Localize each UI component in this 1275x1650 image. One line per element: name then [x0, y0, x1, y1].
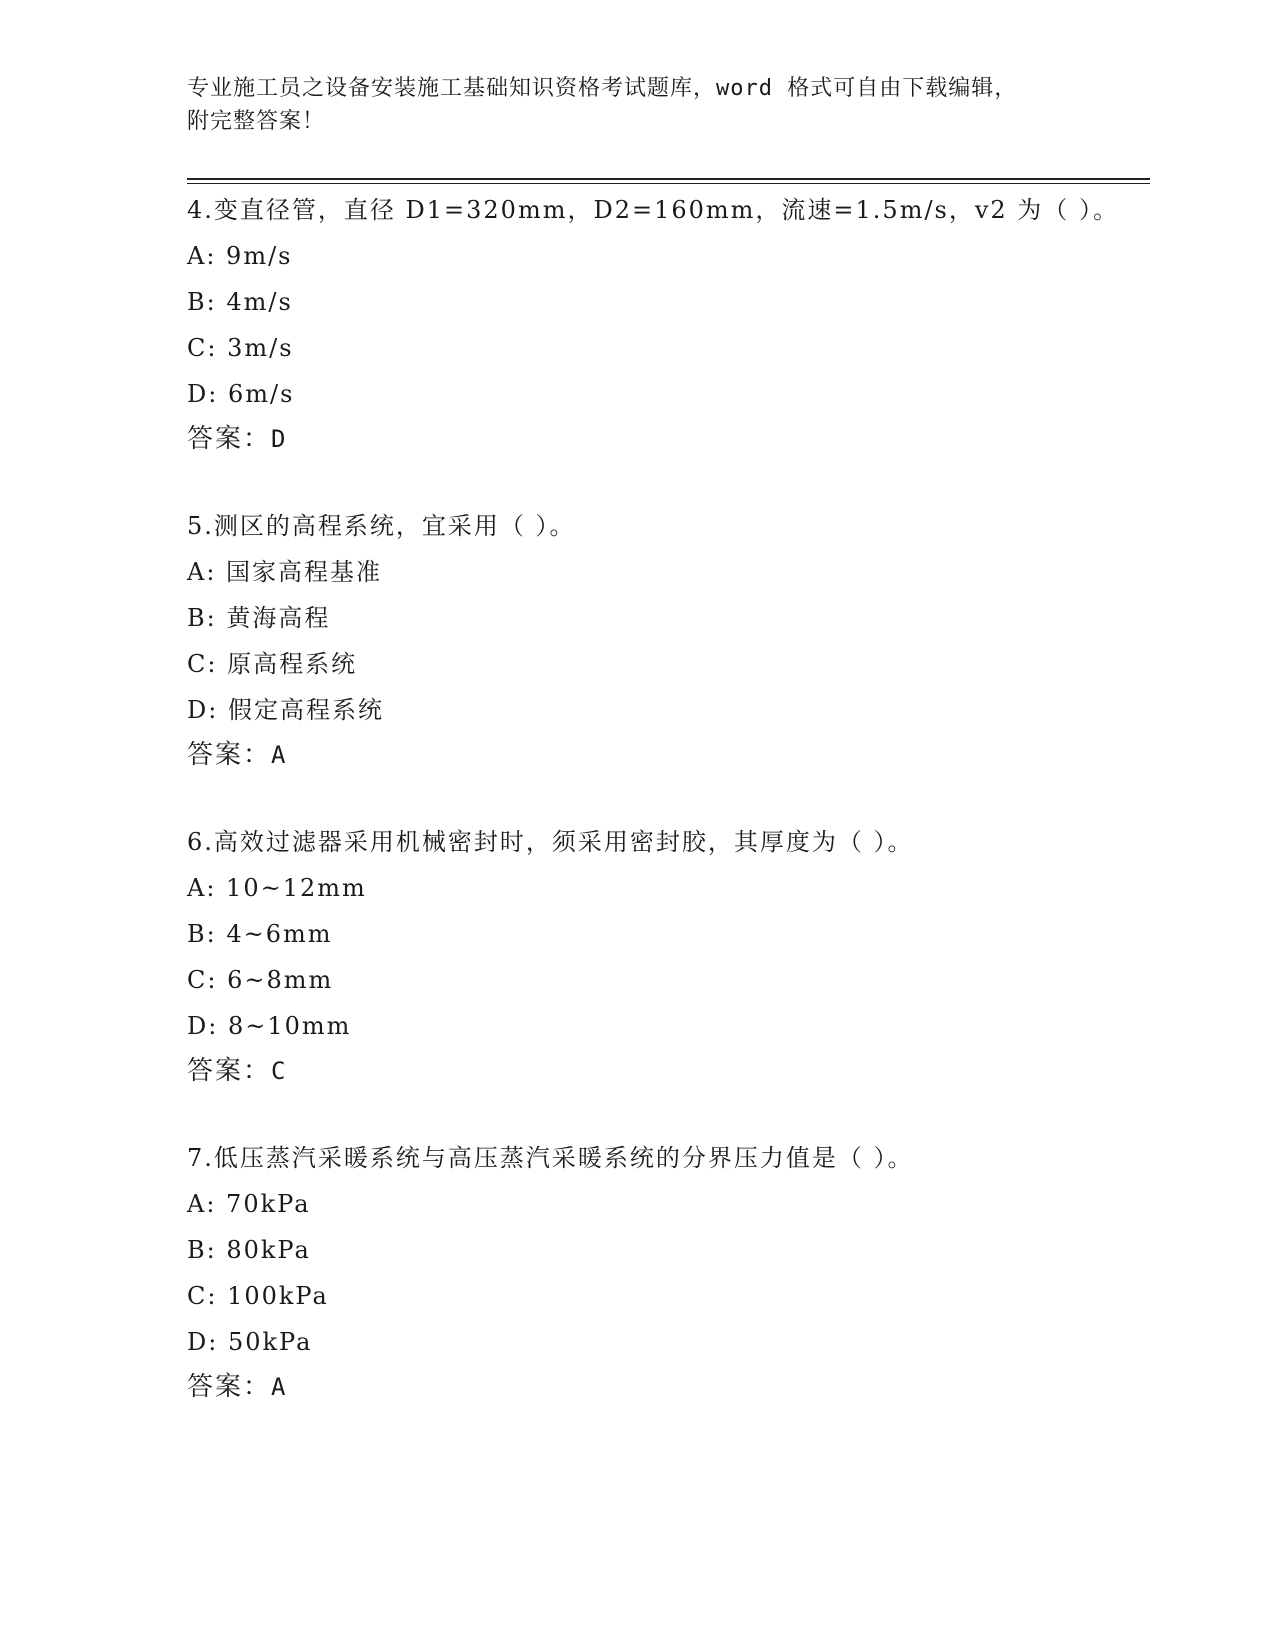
option-b: B: 80kPa	[187, 1236, 311, 1264]
question-block	[187, 510, 1147, 771]
option-c: C: 3m/s	[187, 334, 294, 362]
option-b: B: 4m/s	[187, 288, 293, 316]
option-a: A: 10~12mm	[187, 874, 367, 902]
question-block	[187, 826, 1147, 1087]
answer-line	[187, 739, 1147, 771]
answer-value: D	[271, 425, 288, 453]
question-block	[187, 194, 1147, 455]
answer-label: 答案：	[187, 1372, 272, 1402]
document-header	[187, 72, 1087, 138]
answer-label: 答案：	[187, 424, 272, 454]
option-d: D: 50kPa	[187, 1328, 313, 1356]
answer-line	[187, 423, 1147, 455]
option-d: D: 假定高程系统	[187, 696, 384, 724]
question-stem: 7.低压蒸汽采暖系统与高压蒸汽采暖系统的分界压力值是（ ）。	[187, 1144, 914, 1172]
answer-label: 答案：	[187, 740, 272, 770]
header-line-1: 专业施工员之设备安装施工基础知识资格考试题库，word 格式可自由下载编辑，	[187, 76, 1018, 101]
option-c: C: 原高程系统	[187, 650, 358, 678]
header-divider-thick	[187, 178, 1150, 180]
header-line-2: 附完整答案！	[187, 109, 326, 134]
option-a: A: 70kPa	[187, 1190, 311, 1218]
header-divider-thin	[187, 183, 1150, 184]
option-a: A: 国家高程基准	[187, 558, 383, 586]
option-b: B: 黄海高程	[187, 604, 331, 632]
option-c: C: 6~8mm	[187, 966, 334, 994]
answer-value: A	[271, 741, 288, 769]
option-b: B: 4~6mm	[187, 920, 333, 948]
question-stem: 5.测区的高程系统，宜采用（ ）。	[187, 512, 576, 540]
question-block	[187, 1142, 1147, 1403]
answer-value: A	[271, 1373, 288, 1401]
answer-value: C	[271, 1057, 288, 1085]
option-a: A: 9m/s	[187, 242, 293, 270]
answer-line	[187, 1371, 1147, 1403]
question-stem: 4.变直径管，直径 D1=320mm，D2=160mm，流速=1.5m/s，v2 为（ ）。	[187, 196, 1119, 224]
answer-label: 答案：	[187, 1056, 272, 1086]
option-d: D: 6m/s	[187, 380, 295, 408]
question-stem: 6.高效过滤器采用机械密封时，须采用密封胶，其厚度为（ ）。	[187, 828, 914, 856]
option-c: C: 100kPa	[187, 1282, 329, 1310]
answer-line	[187, 1055, 1147, 1087]
option-d: D: 8~10mm	[187, 1012, 352, 1040]
